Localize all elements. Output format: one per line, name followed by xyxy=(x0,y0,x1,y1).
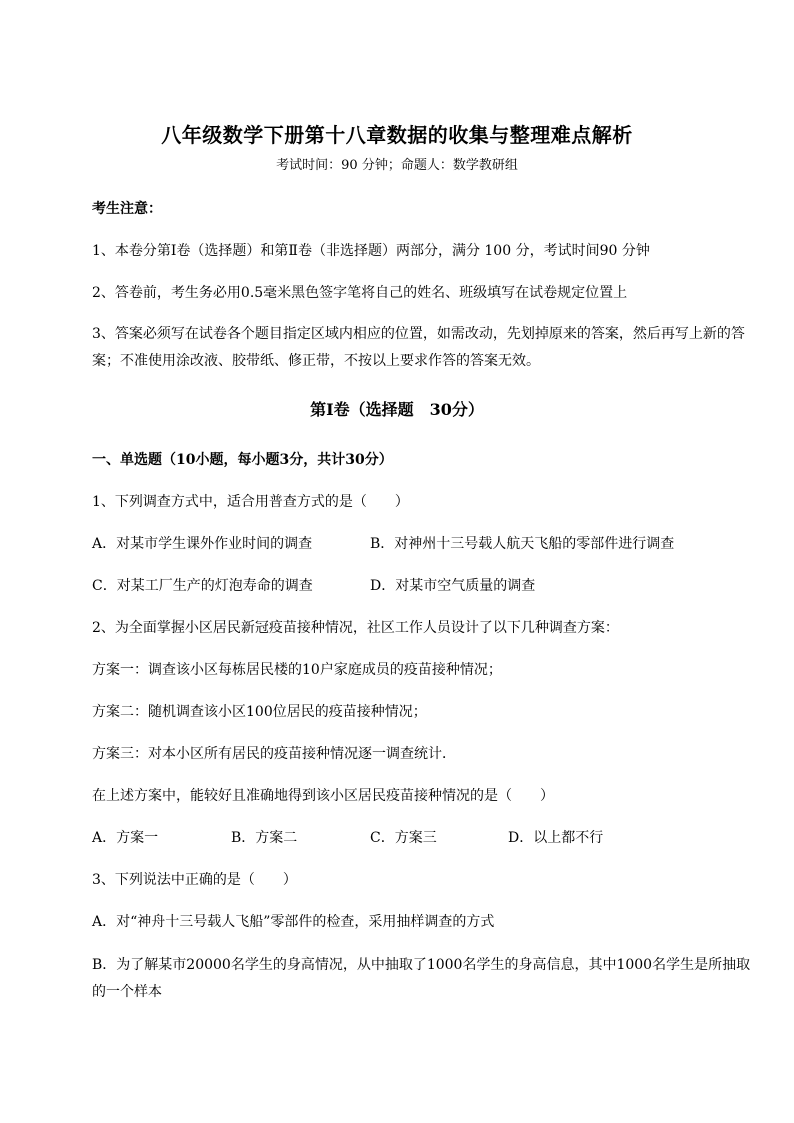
q1-option-d: D．对某市空气质量的调查 xyxy=(370,578,536,594)
q2-stem: 2、为全面掌握小区居民新冠疫苗接种情况，社区工作人员设计了以下几种调查方案： xyxy=(92,620,619,636)
q2-plan-3: 方案三：对本小区所有居民的疫苗接种情况逐一调查统计． xyxy=(92,746,456,762)
q2-option-c: C．方案三 xyxy=(370,830,437,846)
notice-heading: 考生注意： xyxy=(92,201,162,217)
q2-plan-1: 方案一：调查该小区每栋居民楼的10户家庭成员的疫苗接种情况； xyxy=(92,662,502,678)
notice-item-1: 1、本卷分第Ⅰ卷（选择题）和第Ⅱ卷（非选择题）两部分，满分 100 分，考试时间90 分钟 xyxy=(92,243,650,259)
q3-option-b: B．为了解某市20000名学生的身高情况，从中抽取了1000名学生的身高信息，其中1000名学生是所抽取的一个样本 xyxy=(92,957,751,1000)
q2-option-d: D．以上都不行 xyxy=(508,830,604,846)
q3-option-a: A．对“神舟十三号载人飞船”零部件的检查，采用抽样调查的方式 xyxy=(92,914,495,930)
q2-option-b: B．方案二 xyxy=(231,830,298,846)
exam-info: 考试时间：90 分钟；命题人：数学教研组 xyxy=(276,158,518,173)
q1-stem: 1、下列调查方式中，适合用普查方式的是（ ） xyxy=(92,494,409,510)
q1-option-b: B．对神州十三号载人航天飞船的零部件进行调查 xyxy=(370,536,675,552)
q1-option-a: A．对某市学生课外作业时间的调查 xyxy=(92,536,313,552)
part-heading: 一、单选题（10小题，每小题3分，共计30分） xyxy=(92,452,393,468)
notice-item-2: 2、答卷前，考生务必用0.5毫米黑色签字笔将自己的姓名、班级填写在试卷规定位置上 xyxy=(92,285,628,301)
q2-plan-2: 方案二：随机调查该小区100位居民的疫苗接种情况； xyxy=(92,704,427,720)
q2-option-a: A．方案一 xyxy=(92,830,159,846)
section-title: 第Ⅰ卷（选择题 30分） xyxy=(310,400,484,419)
notice-item-3: 3、答案必须写在试卷各个题目指定区域内相应的位置，如需改动，先划掉原来的答案，然后再写上新的答案；不准使用涂改液、胶带纸、修正带，不按以上要求作答的答案无效。 xyxy=(92,326,745,369)
q1-option-c: C．对某工厂生产的灯泡寿命的调查 xyxy=(92,578,313,594)
q3-stem: 3、下列说法中正确的是（ ） xyxy=(92,872,297,888)
q2-question: 在上述方案中，能较好且准确地得到该小区居民疫苗接种情况的是（ ） xyxy=(92,788,554,804)
page-title: 八年级数学下册第十八章数据的收集与整理难点解析 xyxy=(161,123,633,147)
